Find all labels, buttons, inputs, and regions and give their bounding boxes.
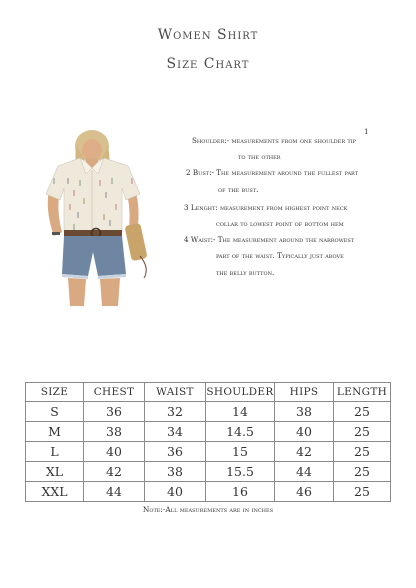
table-row [26,442,391,462]
cell-waist: 40 [145,482,206,502]
cell-hips: 38 [275,402,334,422]
cell-size: S [26,402,84,422]
definition-number-1: 1 [364,127,369,136]
cell-length: 25 [334,462,391,482]
header-hips: HIPS [275,383,334,402]
cell-size: XXL [26,482,84,502]
cell-shoulder: 15.5 [206,462,275,482]
cell-shoulder: 16 [206,482,275,502]
cell-length: 25 [334,422,391,442]
cell-waist: 36 [145,442,206,462]
cell-hips: 46 [275,482,334,502]
cell-shoulder: 14 [206,402,275,422]
cell-size: L [26,442,84,462]
cell-hips: 40 [275,422,334,442]
definition-bust-line1: 2 Bust:- The measurement around the fullest part [186,168,359,177]
table-row [26,482,391,502]
definition-shoulder-line1: Shoulder:- measurements from one shoulder tip [192,136,357,145]
header-size: SIZE [26,383,84,402]
table-header-row [26,383,391,402]
cell-chest: 40 [84,442,145,462]
cell-waist: 34 [145,422,206,442]
cell-chest: 38 [84,422,145,442]
cell-hips: 42 [275,442,334,462]
cell-chest: 42 [84,462,145,482]
definition-length-line1: 3 Lenght: measurement from highest point neck [184,203,348,212]
size-chart-table [25,382,391,502]
definition-length-line2: collar to lowest point of bottom hem [216,219,344,228]
cell-size: M [26,422,84,442]
definition-waist-line1: 4 Waist:- The measurement around the narrowest [184,235,355,244]
cell-length: 25 [334,482,391,502]
measurement-note: Note:-All measurements are in inches [142,505,274,514]
cell-length: 25 [334,442,391,462]
cell-shoulder: 14.5 [206,422,275,442]
cell-chest: 36 [84,402,145,422]
cell-size: XL [26,462,84,482]
cell-length: 25 [334,402,391,422]
header-length: LENGTH [334,383,391,402]
cell-chest: 44 [84,482,145,502]
chart-title: Women Shirt [157,27,259,43]
model-photo [36,128,152,306]
table-row [26,462,391,482]
cell-hips: 44 [275,462,334,482]
header-chest: CHEST [84,383,145,402]
definition-shoulder-line2: to the other [238,152,281,161]
table-row [26,422,391,442]
definition-bust-line2: of the bust. [218,185,259,194]
cell-waist: 38 [145,462,206,482]
cell-waist: 32 [145,402,206,422]
definition-waist-line3: the belly button. [216,268,275,277]
table-row [26,402,391,422]
chart-subtitle: Size Chart [166,56,250,72]
definition-waist-line2: part of the waist. Typically just above [216,251,344,260]
cell-shoulder: 15 [206,442,275,462]
header-shoulder: SHOULDER [206,383,275,402]
header-waist: WAIST [145,383,206,402]
